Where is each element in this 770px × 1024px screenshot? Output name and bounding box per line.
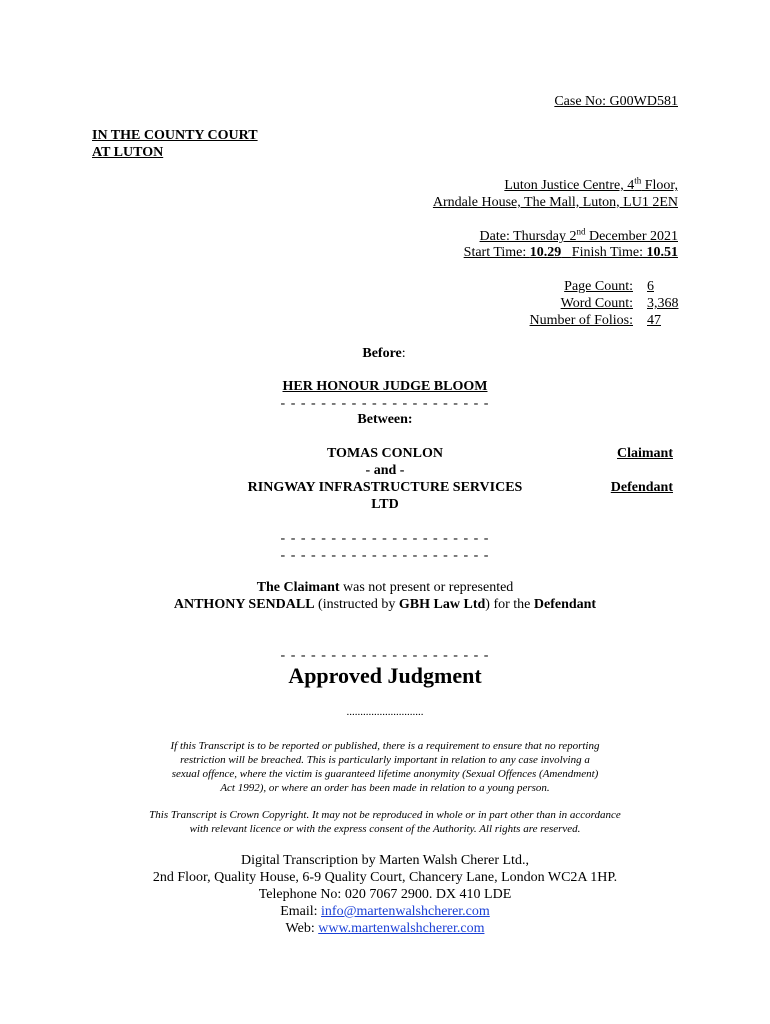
claimant-role: Claimant xyxy=(617,446,673,461)
document-counts xyxy=(530,278,681,329)
venue-line1: Luton Justice Centre, 4th Floor, xyxy=(504,175,678,193)
defendant-name-line2: LTD xyxy=(371,497,399,512)
copyright-notice: This Transcript is Crown Copyright. It may not be reproduced in whole or in part other than in accordance with relevant licence or with the express consent of the Authority. All rights are reserved. xyxy=(149,809,621,835)
transcriber-address: 2nd Floor, Quality House, 6-9 Quality Court, Chancery Lane, London WC2A 1HP. xyxy=(152,870,618,885)
folios-count-row: Number of Folios: 47 xyxy=(529,313,661,328)
divider-1: - - - - - - - - - - - - - - - - - - - - - xyxy=(280,396,490,411)
claimant-name: TOMAS CONLON xyxy=(326,446,444,461)
reporting-restriction-notice: If this Transcript is to be reported or published, there is a requirement to ensure that no reporting restriction will be breached. This is particularly important in relation to any case involving a sexual offence, where the victim is guaranteed lifetime anonymity (Sexual Offences (Amendment) Act 1992), or where an order has been made in relation to a young person. xyxy=(170,740,600,794)
title-dots: ............................ xyxy=(346,706,424,718)
divider-2: - - - - - - - - - - - - - - - - - - - - - xyxy=(280,531,490,546)
venue-line2: Arndale House, The Mall, Luton, LU1 2EN xyxy=(432,195,678,210)
judge-name: HER HONOUR JUDGE BLOOM xyxy=(282,379,488,394)
before-section: Before: xyxy=(362,346,406,361)
case-number: Case No: G00WD581 xyxy=(554,94,678,109)
divider-3: - - - - - - - - - - - - - - - - - - - - - xyxy=(280,548,490,563)
website-link[interactable]: www.martenwalshcherer.com xyxy=(318,921,485,936)
divider-4: - - - - - - - - - - - - - - - - - - - - - xyxy=(280,648,490,663)
defendant-representation: ANTHONY SENDALL (instructed by GBH Law Ltd) for the Defendant xyxy=(173,597,597,612)
defendant-role: Defendant xyxy=(610,480,673,495)
and-separator: - and - xyxy=(365,463,405,478)
transcriber-phone: Telephone No: 020 7067 2900. DX 410 LDE xyxy=(258,887,512,902)
court-name-line1: IN THE COUNTY COURT xyxy=(92,128,258,143)
transcriber-email: Email: info@martenwalshcherer.com xyxy=(280,904,490,919)
between-label: Between: xyxy=(357,412,413,427)
transcriber-web: Web: www.martenwalshcherer.com xyxy=(285,921,485,936)
hearing-date: Date: Thursday 2nd December 2021 xyxy=(479,226,678,244)
word-count-row: Word Count: 3,368 xyxy=(560,296,679,311)
defendant-name-line1: RINGWAY INFRASTRUCTURE SERVICES xyxy=(247,480,523,495)
transcriber-details xyxy=(0,852,770,937)
document-title: Approved Judgment xyxy=(288,663,482,688)
hearing-times: Start Time: 10.29 Finish Time: 10.51 xyxy=(463,245,678,260)
email-link[interactable]: info@martenwalshcherer.com xyxy=(321,904,490,919)
transcriber-name: Digital Transcription by Marten Walsh Cherer Ltd., xyxy=(241,853,529,868)
court-name-line2: AT LUTON xyxy=(92,145,164,160)
claimant-representation: The Claimant was not present or represented xyxy=(256,580,514,595)
page-count-row: Page Count: 6 xyxy=(564,279,654,294)
before-label: Before xyxy=(362,346,402,361)
